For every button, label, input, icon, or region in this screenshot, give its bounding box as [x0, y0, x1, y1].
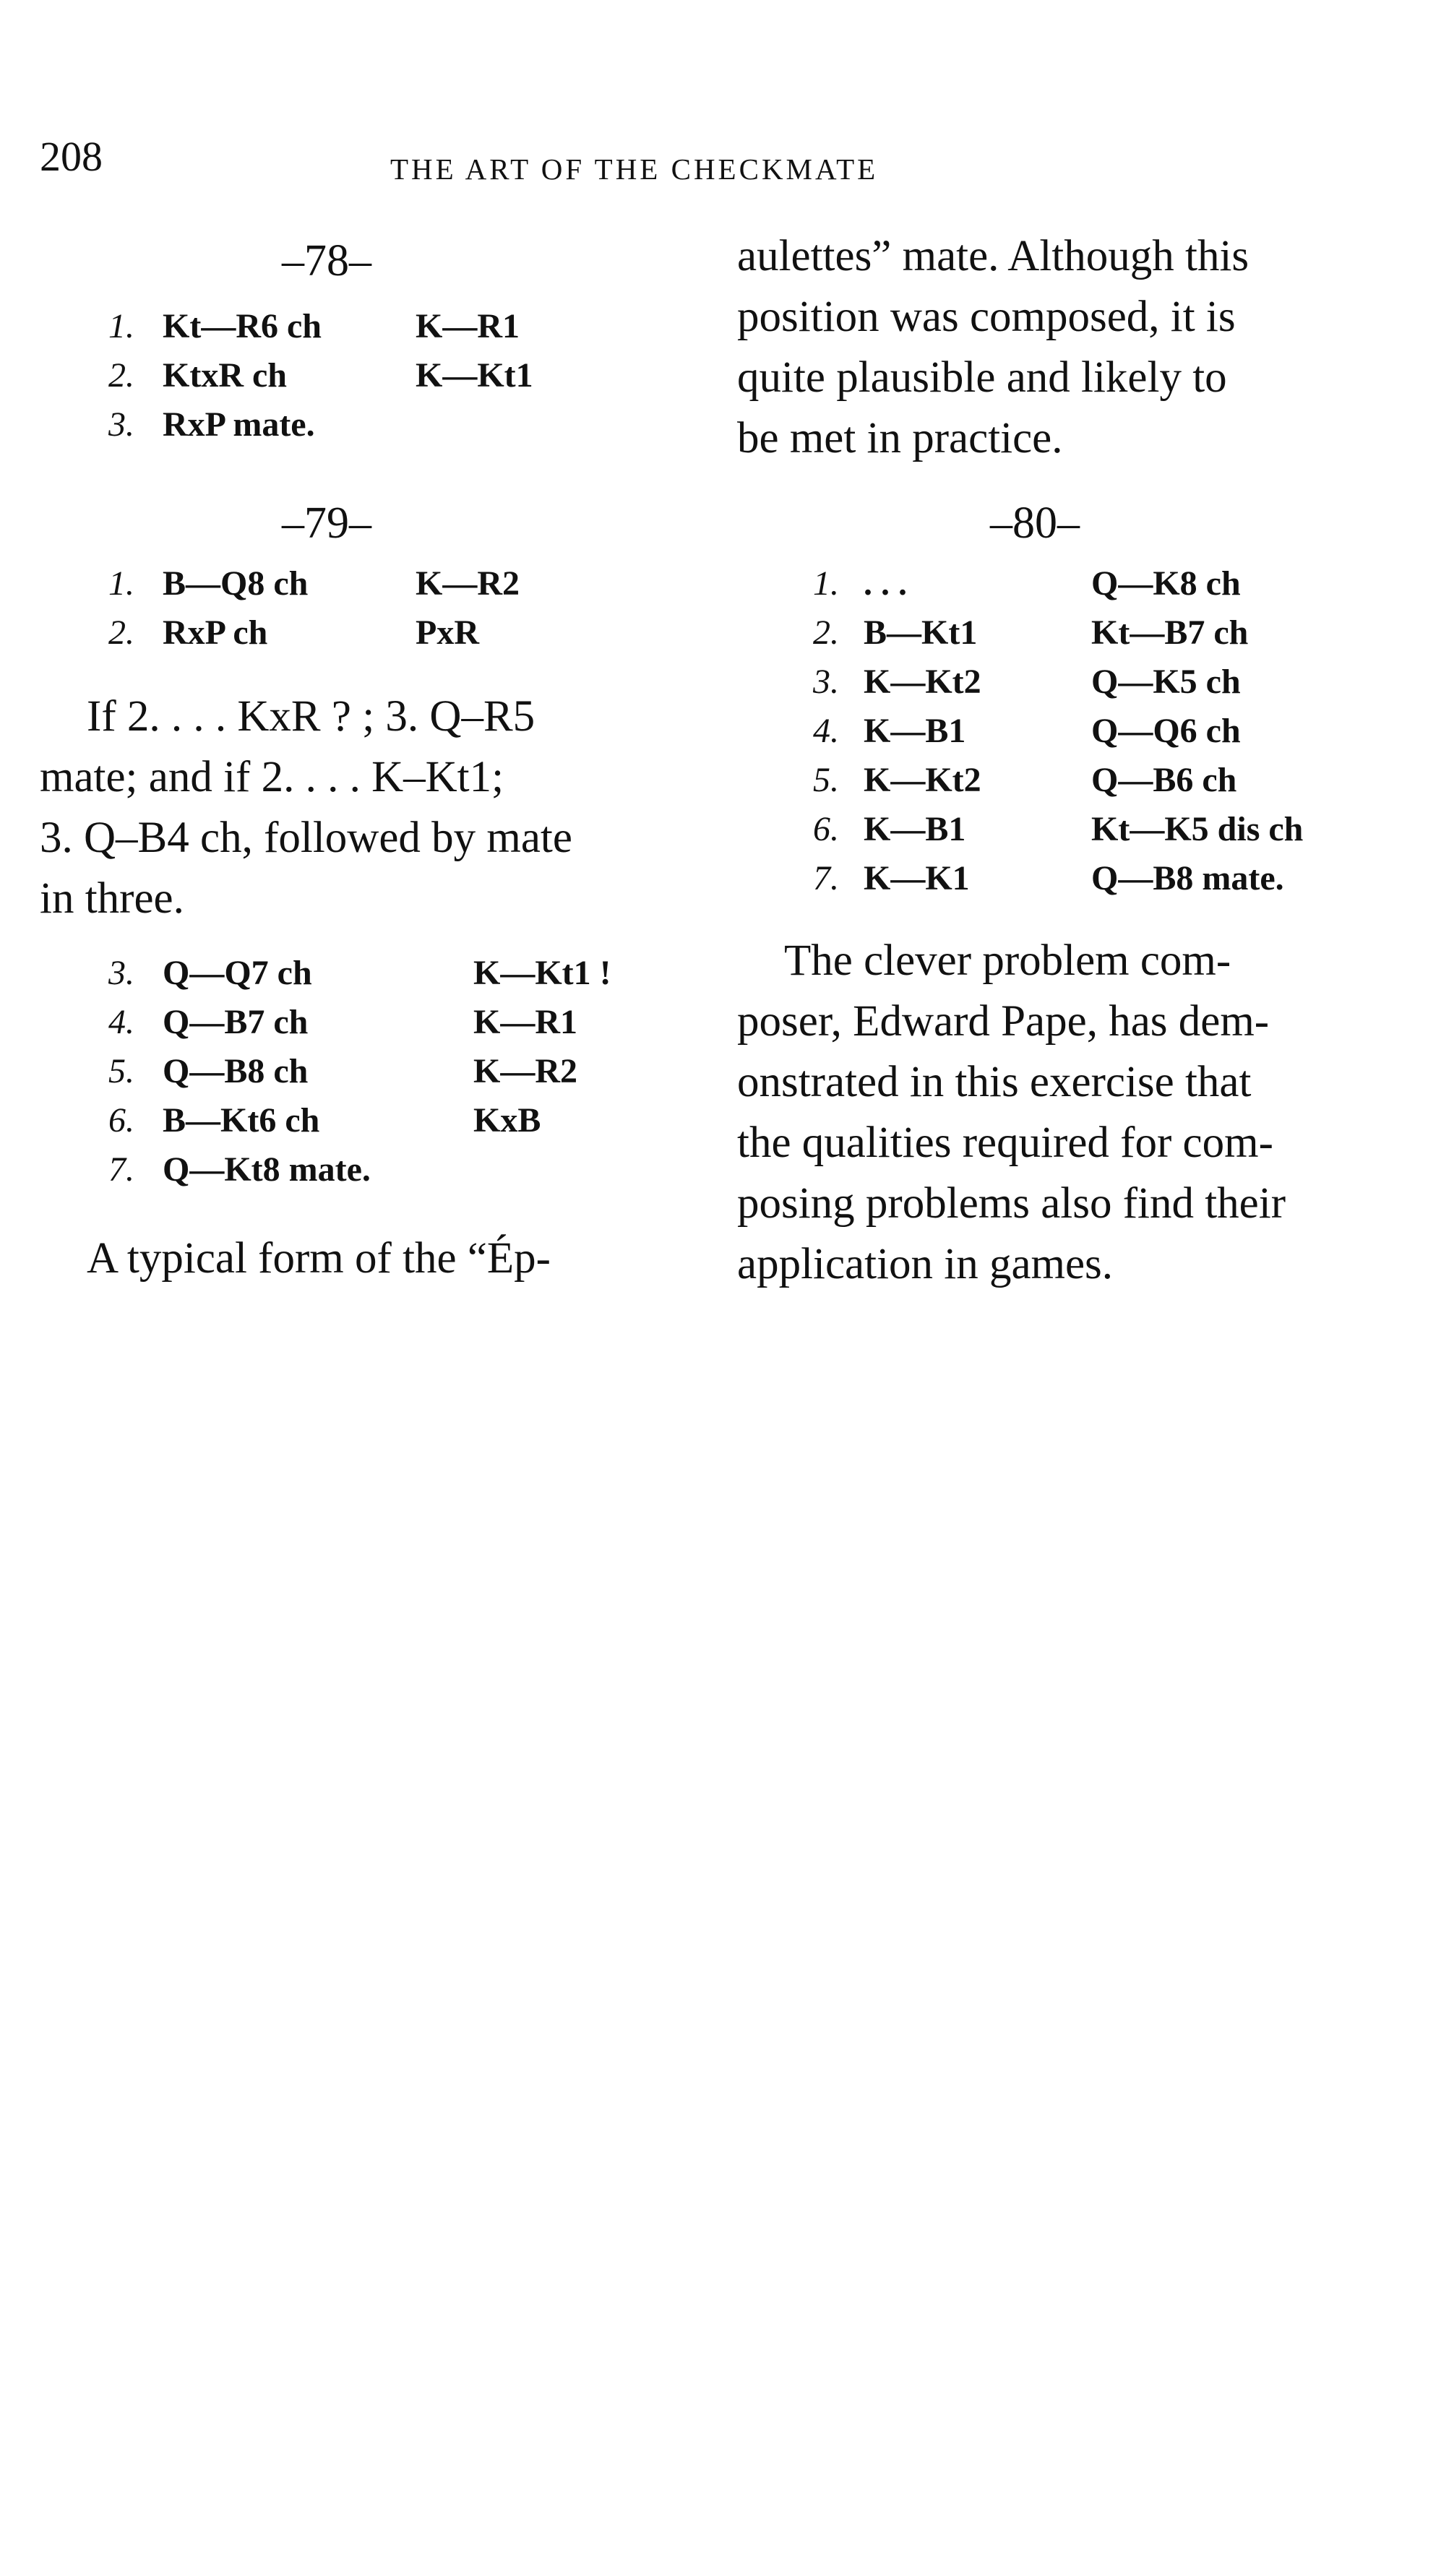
paragraph-line: onstrated in this exercise that: [737, 1058, 1252, 1106]
paragraph-line: position was composed, it is: [737, 293, 1236, 341]
move-number: 7.: [813, 859, 839, 897]
paragraph-line: application in games.: [737, 1240, 1114, 1288]
black-move: Q—K8 ch: [1091, 564, 1241, 603]
black-move: Q—K5 ch: [1091, 663, 1241, 701]
intro-paragraph: [737, 226, 1373, 469]
paragraph-line: the qualities required for com-: [737, 1119, 1273, 1167]
move-number: 7.: [108, 1150, 134, 1189]
paragraph-line: aulettes” mate. Although this: [737, 232, 1249, 280]
black-move: Kt—B7 ch: [1091, 613, 1249, 652]
black-move: K—Kt1: [416, 356, 533, 395]
problem-80-heading: –80–: [990, 499, 1080, 548]
white-move: Q—Q7 ch: [163, 954, 312, 992]
move-number: 6.: [108, 1101, 134, 1140]
black-move: K—R2: [416, 564, 520, 603]
problem-79-note: [40, 686, 676, 929]
black-move: K—Kt1 !: [473, 954, 611, 992]
closing-paragraph-left: [40, 1228, 676, 1289]
white-move: K—K1: [864, 859, 970, 897]
running-head: THE ART OF THE CHECKMATE: [390, 152, 879, 186]
black-move: K—R1: [416, 307, 520, 345]
black-move: K—R1: [473, 1003, 577, 1041]
white-move: K—Kt2: [864, 761, 981, 799]
black-move: Q—B6 ch: [1091, 761, 1237, 799]
white-move: Q—Kt8 mate.: [163, 1150, 371, 1189]
white-move: Q—B8 ch: [163, 1052, 309, 1090]
note-line: in three.: [40, 874, 184, 923]
move-number: 4.: [813, 712, 839, 750]
problem-78-heading: –78–: [282, 236, 371, 285]
paragraph-line: A typical form of the “Ép-: [87, 1234, 551, 1283]
closing-paragraph-right: [737, 931, 1373, 1295]
white-move: K—B1: [864, 810, 966, 848]
move-number: 1.: [108, 307, 134, 345]
move-number: 3.: [108, 954, 134, 992]
black-move: PxR: [416, 613, 479, 652]
white-move: . . .: [864, 564, 907, 603]
move-number: 2.: [108, 613, 134, 652]
move-number: 3.: [813, 663, 839, 701]
black-move: Q—Q6 ch: [1091, 712, 1241, 750]
move-number: 3.: [108, 405, 134, 444]
page-number: 208: [40, 133, 103, 180]
move-number: 1.: [108, 564, 134, 603]
paragraph-line: posing problems also find their: [737, 1179, 1286, 1228]
black-move: K—R2: [473, 1052, 577, 1090]
white-move: B—Kt1: [864, 613, 978, 652]
paragraph-line: quite plausible and likely to: [737, 353, 1227, 402]
paragraph-line: poser, Edward Pape, has dem-: [737, 997, 1270, 1046]
move-number: 4.: [108, 1003, 134, 1041]
white-move: Q—B7 ch: [163, 1003, 309, 1041]
white-move: B—Kt6 ch: [163, 1101, 320, 1140]
move-number: 6.: [813, 810, 839, 848]
white-move: K—Kt2: [864, 663, 981, 701]
move-number: 2.: [108, 356, 134, 395]
black-move: KxB: [473, 1101, 541, 1140]
problem-79-heading: –79–: [282, 499, 371, 548]
white-move: RxP ch: [163, 613, 268, 652]
paragraph-line: be met in practice.: [737, 414, 1063, 462]
note-line: mate; and if 2. . . . K–Kt1;: [40, 753, 504, 801]
black-move: Q—B8 mate.: [1091, 859, 1284, 897]
move-number: 5.: [813, 761, 839, 799]
move-number: 5.: [108, 1052, 134, 1090]
note-line-text: If 2. . . . KxR ? ; 3. Q–R5: [87, 692, 535, 741]
white-move: B—Q8 ch: [163, 564, 309, 603]
move-number: 1.: [813, 564, 839, 603]
white-move: RxP mate.: [163, 405, 315, 444]
paragraph-line: The clever problem com-: [784, 936, 1231, 985]
white-move: KtxR ch: [163, 356, 287, 395]
white-move: K—B1: [864, 712, 966, 750]
note-line: [40, 686, 676, 747]
move-number: 2.: [813, 613, 839, 652]
white-move: Kt—R6 ch: [163, 307, 322, 345]
black-move: Kt—K5 dis ch: [1091, 810, 1304, 848]
note-line: 3. Q–B4 ch, followed by mate: [40, 814, 572, 862]
